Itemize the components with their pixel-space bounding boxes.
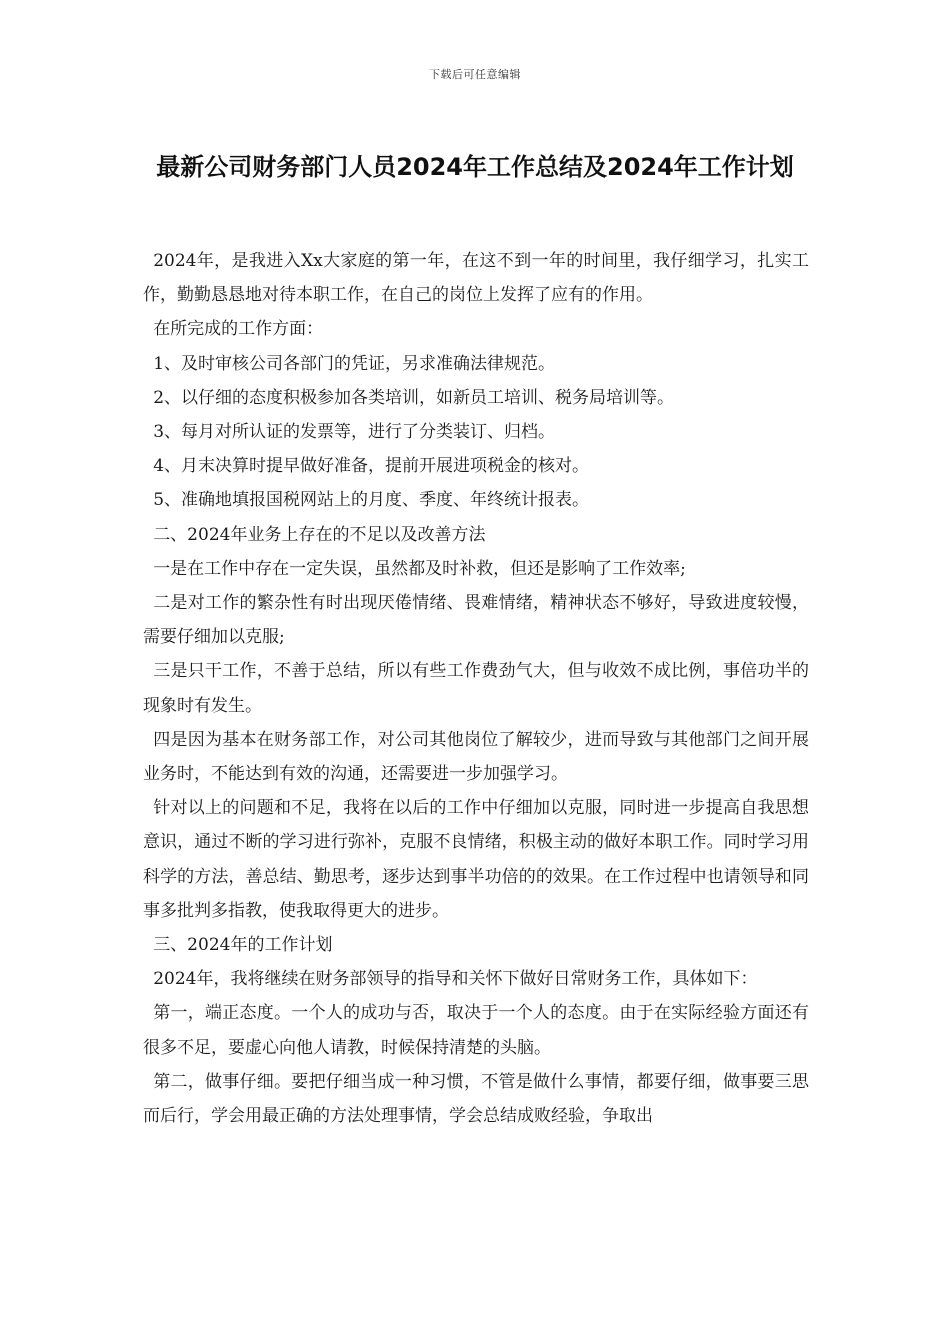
plan-item-2: 第二，做事仔细。要把仔细当成一种习惯，不管是做什么事情，都要仔细，做事要三思而后行，学会用最正确的方法处理事情，学会总结成败经验，争取出 <box>143 1071 809 1127</box>
list-item-1: 1、及时审核公司各部门的凭证，另求准确法律规范。 <box>153 353 556 374</box>
list-item-2: 2、以仔细的态度积极参加各类培训，如新员工培训、税务局培训等。 <box>153 387 675 408</box>
list-item-3: 3、每月对所认证的发票等，进行了分类装订、归档。 <box>153 422 556 443</box>
shortcoming-3: 三是只干工作，不善于总结，所以有些工作费劲气大，但与收效不成比例，事倍功半的现象时有发生。 <box>143 661 809 716</box>
list-item-4: 4、月末决算时提早做好准备，提前开展进项税金的核对。 <box>153 456 590 477</box>
list-item-5: 5、准确地填报国税网站上的月度、季度、年终统计报表。 <box>153 490 590 511</box>
header-note: 下载后可任意编辑 <box>429 68 521 81</box>
shortcoming-1: 一是在工作中存在一定失误，虽然都及时补救，但还是影响了工作效率; <box>153 558 686 579</box>
improvement-paragraph: 针对以上的问题和不足，我将在以后的工作中仔细加以克服，同时进一步提高自我思想意识，通过不断的学习进行弥补，克服不良情绪，积极主动的做好本职工作。同时学习用科学的方法，善总结、勤思考，逐步达到事半功倍的的效果。在工作过程中也请领导和同事多批判多指教，使我取得更大的进步。 <box>143 798 809 921</box>
document-title: 最新公司财务部门人员2024年工作总结及2024年工作计划 <box>156 153 794 181</box>
paragraph-completed-work-heading: 在所完成的工作方面： <box>153 319 324 340</box>
plan-item-1: 第一，端正态度。一个人的成功与否，取决于一个人的态度。由于在实际经验方面还有很多不足，要虚心向他人请教，时候保持清楚的头脑。 <box>143 1003 809 1058</box>
plan-intro: 2024年，我将继续在财务部领导的指导和关怀下做好日常财务工作，具体如下： <box>153 969 758 990</box>
section-heading-3: 三、2024年的工作计划 <box>153 935 333 956</box>
section-heading-2: 二、2024年业务上存在的不足以及改善方法 <box>153 524 486 545</box>
shortcoming-4: 四是因为基本在财务部工作，对公司其他岗位了解较少，进而导致与其他部门之间开展业务时，不能达到有效的沟通，还需要进一步加强学习。 <box>143 729 809 785</box>
paragraph-intro: 2024年，是我进入Xx大家庭的第一年，在这不到一年的时间里，我仔细学习，扎实工作，勤勤恳恳地对待本职工作，在自己的岗位上发挥了应有的作用。 <box>143 251 809 306</box>
shortcoming-2: 二是对工作的繁杂性有时出现厌倦情绪、畏难情绪，精神状态不够好，导致进度较慢，需要仔细加以克服; <box>143 593 809 648</box>
document-body <box>143 244 809 1133</box>
